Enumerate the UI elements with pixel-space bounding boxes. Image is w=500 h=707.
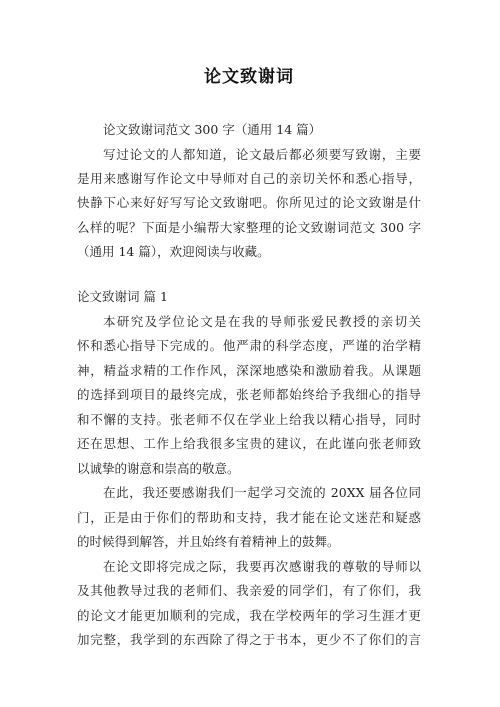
- body-line: 是用来感谢写作论文中导师对自己的亲切关怀和悉心指导，: [77, 171, 421, 186]
- body-line: 么样的呢？下面是小编帮大家整理的论文致谢词范文 300 字: [77, 220, 421, 235]
- body-line: 神，精益求精的工作作风，深深地感染和激励着我。从课题: [77, 363, 421, 378]
- body-line: 的选择到项目的最终完成，张老师都始终给予我细心的指导: [77, 387, 421, 402]
- body-line: 和不懈的支持。张老师不仅在学业上给我以精心指导，同时: [77, 412, 421, 427]
- body-line: （通用 14 篇），欢迎阅读与收藏。: [77, 244, 270, 259]
- body-line: 在此，我还要感谢我们一起学习交流的 20XX 届各位同: [103, 485, 421, 500]
- body-line: 及其他教导过我的老师们、我亲爱的同学们，有了你们，我: [77, 583, 421, 598]
- body-line: 快静下心来好好写写论文致谢吧。你所见过的论文致谢是什: [77, 195, 421, 210]
- body-line: 怀和悉心指导下完成的。他严肃的科学态度，严谨的治学精: [77, 338, 421, 353]
- body-line: 在论文即将完成之际，我要再次感谢我的尊敬的导师以: [103, 559, 421, 574]
- body-line: 门，正是由于你们的帮助和支持，我才能在论文迷茫和疑惑: [77, 510, 421, 525]
- body-line: 还在思想、工作上给我很多宝贵的建议，在此谨向张老师致: [77, 436, 421, 451]
- body-line: 写过论文的人都知道，论文最后都必须要写致谢，主要: [103, 147, 421, 162]
- body-line: 加完整，我学到的东西除了得之于书本，更少不了你们的言: [77, 632, 421, 647]
- body-line: 本研究及学位论文是在我的导师张爱民教授的亲切关: [103, 314, 421, 329]
- body-line: 的论文才能更加顺利的完成，我在学校两年的学习生涯才更: [77, 608, 421, 623]
- body-line: 的时候得到解答，并且始终有着精神上的鼓舞。: [77, 534, 340, 549]
- section-heading: 论文致谢词 篇 1: [77, 289, 168, 304]
- body-line: 以诚挚的谢意和崇高的敬意。: [77, 461, 240, 476]
- body-line: 论文致谢词范文 300 字（通用 14 篇）: [103, 122, 322, 137]
- document-title: 论文致谢词: [204, 67, 294, 87]
